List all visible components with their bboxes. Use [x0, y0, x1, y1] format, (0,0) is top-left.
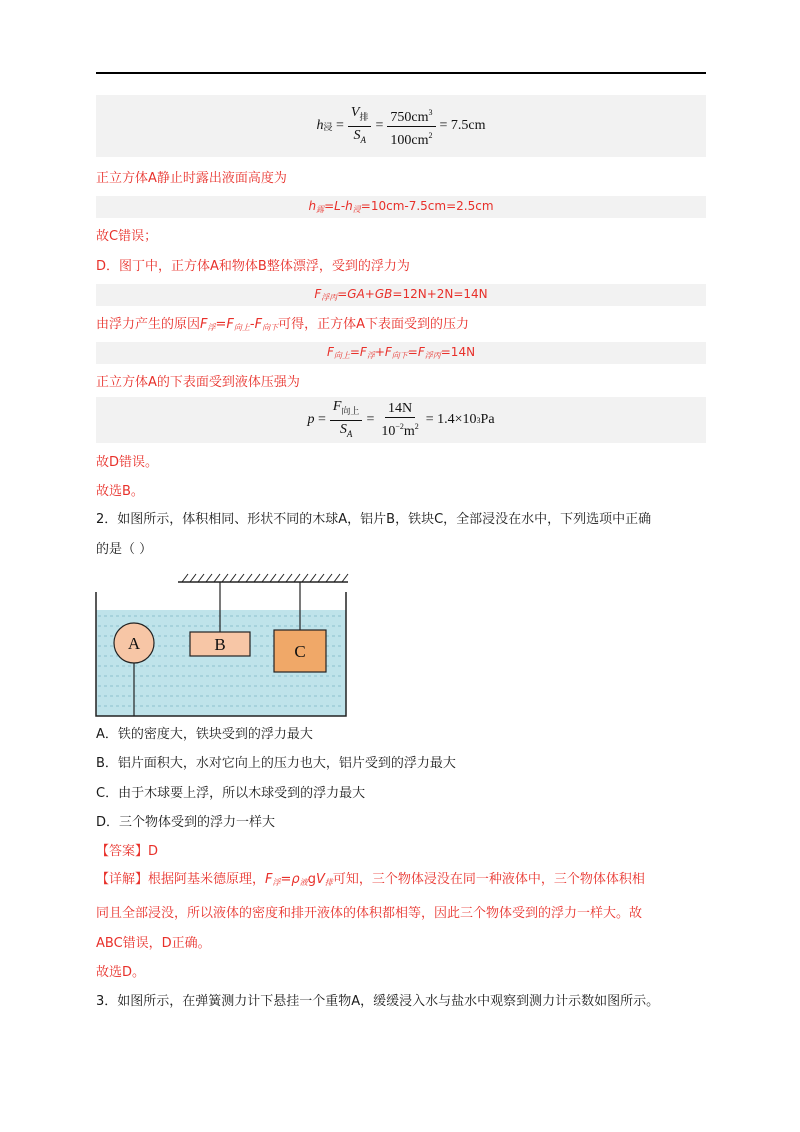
formula-box-pressure — [96, 397, 706, 443]
q2-choose: 故选D。 — [96, 965, 146, 980]
q2-option-a: A．铁的密度大，铁块受到的浮力最大 — [96, 727, 313, 742]
formula-box-h-immersed — [96, 95, 706, 157]
q2-option-d: D．三个物体受到的浮力一样大 — [96, 815, 276, 830]
q2-option-b: B．铝片面积大，水对它向上的压力也大，铝片受到的浮力最大 — [96, 756, 456, 771]
text-pressure-intro: 正立方体A的下表面受到液体压强为 — [96, 375, 300, 390]
text-choose-b: 故选B。 — [96, 484, 144, 499]
header-rule — [96, 72, 706, 74]
text-d-intro: D．图丁中，正方体A和物体B整体漂浮，受到的浮力为 — [96, 259, 410, 274]
ball-a-label: A — [127, 634, 141, 653]
q3-stem: 3．如图所示，在弹簧测力计下悬挂一个重物A，缓缓浸入水与盐水中观察到测力计示数如图所示。 — [96, 994, 660, 1009]
text-buoyancy-cause: 由浮力产生的原因F浮=F向上-F向下可得，正方体A下表面受到的压力 — [96, 317, 469, 332]
formula-upward-force: F向上=F浮+F向下=F浮丙=14N — [326, 345, 476, 360]
q2-figure — [90, 570, 355, 720]
q2-option-c: C．由于木球要上浮，所以木球受到的浮力最大 — [96, 786, 366, 801]
block-c-label: C — [294, 642, 306, 661]
ceiling-hatch — [182, 574, 348, 582]
formula-h-exposed: h露=L-h浸=10cm-7.5cm=2.5cm — [308, 199, 494, 214]
q2-detail-line3: ABC错误，D正确。 — [96, 936, 211, 951]
formula-h-immersed: h 浸 = $\frac{V_排}{S_A}$ = $\frac{750cm^3}{100cm^2}$ = 7.5cm — [316, 104, 486, 148]
formula-pressure: p = $\frac{F_{向上}}{S_A}$ = $\frac{14N}{10^{-2}m^2}$ = 1.4×10 3 Pa — [307, 398, 495, 439]
formula-box-buoyancy — [96, 284, 706, 306]
formula-box-h-exposed — [96, 196, 706, 218]
q2-stem-line2: 的是（ ） — [96, 542, 153, 557]
q2-detail-line2: 同且全部浸没，所以液体的密度和排开液体的体积都相等，因此三个物体受到的浮力一样大。故 — [96, 906, 643, 921]
text-c-wrong: 故C错误； — [96, 229, 158, 244]
text-d-wrong: 故D错误。 — [96, 455, 159, 470]
formula-buoyancy: F浮丙=GA+GB=12N+2N=14N — [314, 287, 488, 302]
q2-stem-line1: 2．如图所示，体积相同、形状不同的木球A，铝片B，铁块C，全部浸没在水中，下列选项中正确 — [96, 512, 652, 527]
formula-box-upward-force — [96, 342, 706, 364]
q2-detail-line1: 【详解】根据阿基米德原理，F浮=ρ液gV排可知，三个物体浸没在同一种液体中，三个物体体积相 — [96, 872, 645, 887]
q2-answer: 【答案】D — [96, 844, 159, 859]
text-exposed-height: 正立方体A静止时露出液面高度为 — [96, 171, 287, 186]
plate-b-label: B — [214, 635, 226, 654]
